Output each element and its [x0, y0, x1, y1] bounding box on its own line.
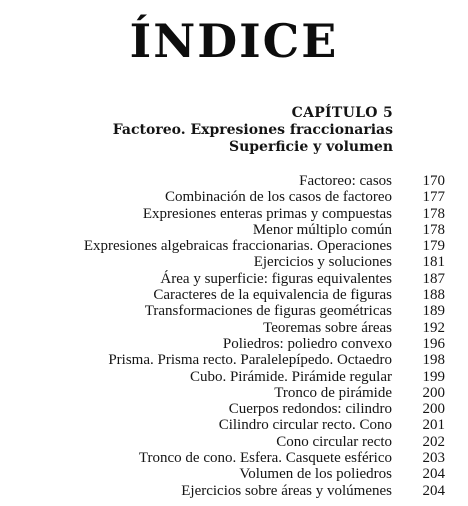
toc-entry	[0, 206, 468, 222]
toc-entry-title: Ejercicios y soluciones	[253, 254, 392, 271]
toc-entry-page: 189	[422, 303, 445, 320]
toc-entry-title: Menor múltiplo común	[252, 221, 392, 238]
toc-entry	[0, 434, 468, 450]
toc-entry-title: Poliedros: poliedro convexo	[222, 335, 392, 352]
toc-entry-page: 177	[422, 189, 445, 206]
toc-entry-title: Cilindro circular recto. Cono	[218, 417, 392, 434]
toc-entry-page: 192	[422, 319, 445, 336]
toc-entry-title: Transformaciones de figuras geométricas	[144, 303, 392, 320]
toc-entry-title: Combinación de los casos de factoreo	[164, 189, 392, 206]
toc-entry	[0, 450, 468, 466]
toc-entry-page: 200	[422, 384, 445, 401]
toc-entry-page: 188	[422, 287, 445, 304]
toc-entry	[0, 222, 468, 238]
toc-entry-title: Ejercicios sobre áreas y volúmenes	[181, 482, 392, 499]
toc-entry-page: 202	[422, 433, 445, 450]
toc-entry-title: Tronco de cono. Esfera. Casquete esférico	[138, 450, 392, 467]
toc-entry	[0, 173, 468, 189]
toc-entry	[0, 352, 468, 368]
toc-entry-title: Caracteres de la equivalencia de figuras	[153, 287, 392, 304]
toc-entry	[0, 287, 468, 303]
toc-entry	[0, 271, 468, 287]
toc-entry-title: Área y superficie: figuras equivalentes	[160, 270, 392, 287]
toc-entry-title: Tronco de pirámide	[274, 384, 392, 401]
toc-entry-title: Expresiones algebraicas fraccionarias. Operaciones	[83, 238, 392, 255]
toc-entry-page: 178	[422, 221, 445, 238]
toc-entry-page: 179	[422, 238, 445, 255]
toc-entry-page: 198	[422, 352, 445, 369]
toc-entry	[0, 254, 468, 270]
toc-entry	[0, 336, 468, 352]
toc-entry-page: 178	[422, 205, 445, 222]
chapter-subtitle-line1: Factoreo. Expresiones fraccionarias	[112, 122, 393, 138]
toc-entry-title: Cuerpos redondos: cilindro	[228, 401, 392, 418]
toc-entry-title: Factoreo: casos	[299, 173, 392, 189]
toc-entry-title: Prisma. Prisma recto. Paralelepípedo. Octaedro	[108, 352, 392, 369]
toc-entry-page: 181	[422, 254, 445, 271]
chapter-subtitle-line2: Superficie y volumen	[228, 139, 393, 155]
chapter-heading	[113, 105, 393, 156]
toc-entry-page: 196	[422, 335, 445, 352]
toc-entry-page: 187	[422, 270, 445, 287]
toc-list	[0, 173, 468, 499]
toc-entry-title: Cubo. Pirámide. Pirámide regular	[189, 368, 392, 385]
chapter-label: CAPÍTULO 5	[291, 105, 393, 121]
toc-entry	[0, 320, 468, 336]
toc-entry	[0, 369, 468, 385]
toc-entry-title: Cono circular recto	[276, 433, 392, 450]
toc-entry-page: 199	[422, 368, 445, 385]
toc-entry	[0, 401, 468, 417]
toc-entry	[0, 189, 468, 205]
toc-entry-page: 204	[422, 466, 445, 483]
toc-entry-page: 170	[422, 173, 445, 189]
toc-entry-page: 200	[422, 401, 445, 418]
toc-entry	[0, 417, 468, 433]
toc-entry	[0, 483, 468, 499]
toc-entry	[0, 238, 468, 254]
toc-entry	[0, 385, 468, 401]
page-title: ÍNDICE	[129, 14, 339, 68]
toc-entry	[0, 303, 468, 319]
toc-entry-title: Expresiones enteras primas y compuestas	[142, 205, 392, 222]
toc-entry-page: 201	[422, 417, 445, 434]
toc-entry-page: 204	[422, 482, 445, 499]
toc-entry-title: Volumen de los poliedros	[239, 466, 392, 483]
toc-entry-page: 203	[422, 450, 445, 467]
toc-entry	[0, 466, 468, 482]
toc-entry-title: Teoremas sobre áreas	[263, 319, 392, 336]
